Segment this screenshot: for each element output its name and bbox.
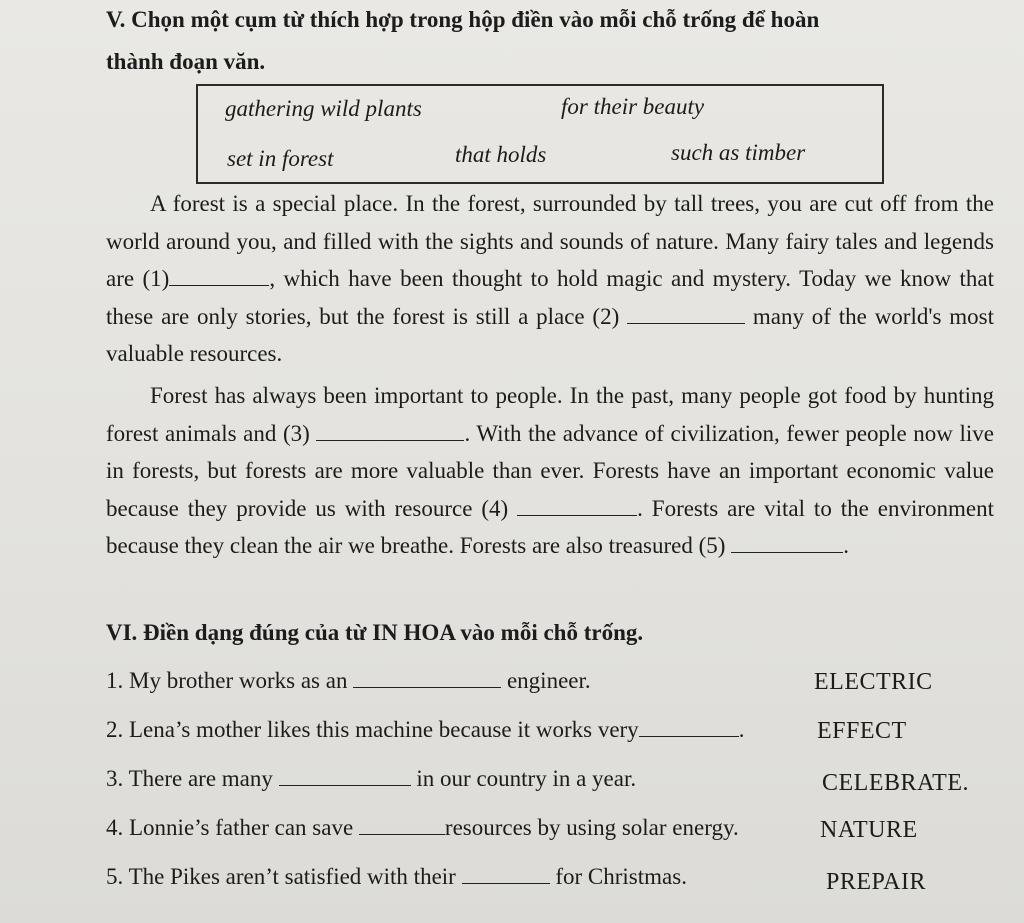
word-box-phrase: for their beauty xyxy=(561,94,705,119)
blank-1[interactable] xyxy=(169,265,269,286)
item-text: in our country in a year. xyxy=(410,766,637,791)
word-box-phrase: set in forest xyxy=(227,146,334,171)
exercise-item-3 xyxy=(106,766,636,792)
word-box-phrase: that holds xyxy=(455,142,547,167)
keyword-5: PREPAIR xyxy=(826,869,926,895)
item-text: 5. The Pikes aren’t satisfied with their xyxy=(106,864,462,889)
paragraph-1 xyxy=(106,185,994,373)
section5-heading-cont: thành đoạn văn. xyxy=(106,49,266,74)
exercise-item-5 xyxy=(106,864,687,890)
paragraph-text: , which have been thought to hold magic and mystery. Today we know that these are only stories, but the forest is still a place (2) xyxy=(106,266,994,329)
blank-5[interactable] xyxy=(731,532,843,553)
exercise-item-2 xyxy=(106,717,744,743)
item-blank-1[interactable] xyxy=(353,669,501,688)
section5-heading: V. Chọn một cụm từ thích hợp trong hộp điền vào mỗi chỗ trống để hoàn xyxy=(106,7,820,32)
exercise-item-4 xyxy=(106,815,739,841)
keyword-4: NATURE xyxy=(820,817,918,843)
section6-heading: VI. Điền dạng đúng của từ IN HOA vào mỗi chỗ trống. xyxy=(106,620,644,645)
item-blank-5[interactable] xyxy=(462,865,550,884)
item-text: . xyxy=(738,717,745,742)
word-box-phrase: such as timber xyxy=(671,140,806,165)
item-text: resources by using solar energy. xyxy=(444,815,739,840)
blank-4[interactable] xyxy=(517,495,637,516)
word-box-phrase: gathering wild plants xyxy=(225,96,422,121)
item-text: 4. Lonnie’s father can save xyxy=(106,815,359,840)
blank-2[interactable] xyxy=(627,303,745,324)
paragraph-2 xyxy=(106,377,994,565)
item-blank-3[interactable] xyxy=(279,767,411,786)
item-text: engineer. xyxy=(501,668,591,693)
item-text: 2. Lena’s mother likes this machine because it works very xyxy=(106,717,639,742)
keyword-1: ELECTRIC xyxy=(814,669,933,695)
item-blank-4[interactable] xyxy=(359,816,445,835)
word-box xyxy=(196,84,884,184)
blank-3[interactable] xyxy=(316,420,464,441)
exercise-item-1 xyxy=(106,668,591,694)
paragraph-text: A forest is a special place. In the forest, surrounded by tall trees, you are cut off from the world around you, and filled with the sights and sounds of nature. Many fairy tales and legends are (1) xyxy=(106,191,994,291)
paragraph-text: many of the world's most valuable resources. xyxy=(106,303,995,366)
paragraph-text: . xyxy=(843,533,849,558)
paragraph-text: . Forests are vital to the environment because they clean the air we breathe. Forests are also treasured (5) xyxy=(106,495,994,558)
keyword-2: EFFECT xyxy=(817,718,907,744)
paragraph-text: . With the advance of civilization, fewer people now live in forests, but forests are more valuable than ever. Forests have an important economic value because they provide us with resource (4) xyxy=(106,420,995,521)
item-text: 3. There are many xyxy=(106,766,279,791)
keyword-3: CELEBRATE. xyxy=(822,770,969,796)
paragraph-text: Forest has always been important to people. In the past, many people got food by hunting forest animals and (3) xyxy=(106,383,994,446)
item-text: for Christmas. xyxy=(549,864,687,889)
item-blank-2[interactable] xyxy=(639,718,739,737)
item-text: 1. My brother works as an xyxy=(106,668,354,693)
